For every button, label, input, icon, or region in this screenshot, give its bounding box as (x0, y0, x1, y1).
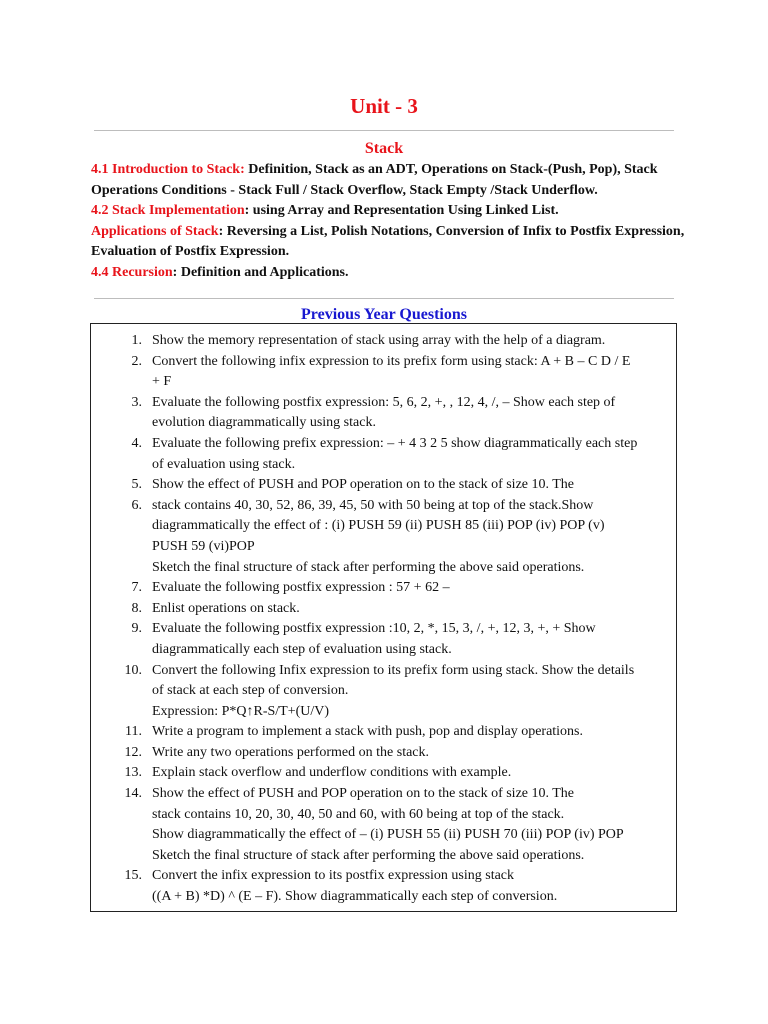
question-item (112, 475, 672, 496)
question-item (112, 496, 672, 578)
question-text-line: Convert the infix expression to its postfix expression using stack (152, 868, 515, 884)
question-item (112, 578, 672, 599)
question-item (112, 743, 672, 764)
question-number: 4. (131, 435, 142, 451)
divider-top (94, 130, 674, 131)
question-text-line: Evaluate the following postfix expression :10, 2, *, 15, 3, /, +, 12, 3, +, + Show (152, 621, 596, 637)
question-item (112, 722, 672, 743)
previous-year-questions-title: Previous Year Questions (301, 306, 467, 323)
syllabus-item (91, 201, 691, 222)
question-text (142, 866, 672, 907)
question-text-line: diagrammatically each step of evaluation using stack. (152, 641, 452, 657)
question-number: 8. (131, 600, 142, 616)
question-text-line: Sketch the final structure of stack after performing the above said operations. (152, 847, 585, 863)
question-item (112, 393, 672, 434)
question-text (142, 784, 672, 866)
question-text (142, 722, 672, 743)
question-number: 10. (124, 662, 142, 678)
question-text-line: Enlist operations on stack. (152, 600, 300, 616)
question-text-line: + F (152, 374, 172, 390)
syllabus-item (91, 160, 691, 201)
question-text-line: Show the effect of PUSH and POP operation on to the stack of size 10. The (152, 786, 575, 802)
questions-list (112, 331, 672, 908)
unit-title: Unit - 3 (350, 94, 418, 118)
question-number: 2. (131, 353, 142, 369)
question-item (112, 661, 672, 723)
question-number: 1. (131, 333, 142, 348)
question-text-line: Write a program to implement a stack with push, pop and display operations. (152, 724, 584, 740)
question-text-line: Evaluate the following postfix expression : 57 + 62 – (152, 580, 450, 596)
question-text-line: of evaluation using stack. (152, 456, 296, 472)
question-text-line: stack contains 40, 30, 52, 86, 39, 45, 50 with 50 being at top of the stack.Show (152, 497, 594, 513)
question-item (112, 434, 672, 475)
question-text (142, 661, 672, 723)
question-text-line: Show the effect of PUSH and POP operation on to the stack of size 10. The (152, 477, 575, 493)
question-item (112, 352, 672, 393)
question-text-line: Write any two operations performed on the stack. (152, 744, 430, 760)
syllabus-item-label: 4.2 Stack Implementation (91, 203, 245, 218)
question-text (142, 578, 672, 599)
question-number: 12. (124, 744, 142, 760)
divider-bottom (94, 298, 674, 299)
question-text (142, 434, 672, 475)
question-text (142, 475, 672, 496)
question-text (142, 496, 672, 578)
syllabus-item-text: Definition, Stack as an ADT, Operations on Stack-(Push, Pop), Stack Operations Conditions - Stack Full / Stack Overflow, Stack Empty /Stack Underflow. (91, 162, 658, 198)
syllabus-block (91, 160, 691, 283)
syllabus-item-label: 4.1 Introduction to Stack: (91, 162, 245, 177)
question-item (112, 763, 672, 784)
question-text-line: Show diagrammatically the effect of – (i) PUSH 55 (ii) PUSH 70 (iii) POP (iv) POP (152, 827, 624, 843)
question-text-line: Show the memory representation of stack using array with the help of a diagram. (152, 333, 606, 348)
question-number: 7. (131, 580, 142, 596)
question-item (112, 331, 672, 352)
question-text-line: evolution diagrammatically using stack. (152, 415, 376, 431)
question-text (142, 331, 672, 352)
question-text (142, 743, 672, 764)
syllabus-item-label: Applications of Stack (91, 223, 219, 239)
syllabus-item-text: : Definition and Applications. (172, 264, 349, 280)
question-number: 5. (131, 477, 142, 493)
question-text (142, 619, 672, 660)
syllabus-item (91, 263, 691, 284)
question-text (142, 352, 672, 393)
question-text-line: Evaluate the following prefix expression: – + 4 3 2 5 show diagrammatically each step (152, 435, 638, 451)
question-text-line: Explain stack overflow and underflow conditions with example. (152, 765, 512, 781)
syllabus-item-text: : Reversing a List, Polish Notations, Conversion of Infix to Postfix Expression, Evaluation of Postfix Expression. (91, 223, 685, 259)
question-text (142, 599, 672, 620)
question-text (142, 763, 672, 784)
question-text-line: stack contains 10, 20, 30, 40, 50 and 60, with 60 being at top of the stack. (152, 806, 565, 822)
syllabus-item (91, 222, 691, 263)
question-text-line: PUSH 59 (vi)POP (152, 538, 255, 554)
question-text-line: Sketch the final structure of stack after performing the above said operations. (152, 559, 585, 575)
question-number: 9. (131, 621, 142, 637)
question-text-line: of stack at each step of conversion. (152, 683, 349, 699)
question-text-line: Convert the following infix expression to its prefix form using stack: A + B – C D / E (152, 353, 631, 369)
syllabus-item-text: : using Array and Representation Using Linked List. (244, 203, 559, 218)
question-text-line: ((A + B) *D) ^ (E – F). Show diagrammatically each step of conversion. (152, 889, 558, 905)
question-text-line: diagrammatically the effect of : (i) PUSH 59 (ii) PUSH 85 (iii) POP (iv) POP (v) (152, 518, 605, 534)
section-title: Stack (364, 140, 404, 157)
syllabus-item-label: 4.4 Recursion (91, 264, 173, 280)
question-number: 15. (124, 868, 142, 884)
question-text (142, 393, 672, 434)
question-item (112, 619, 672, 660)
question-text-line: Evaluate the following postfix expression: 5, 6, 2, +, , 12, 4, /, – Show each step of (152, 394, 616, 410)
question-number: 6. (131, 497, 142, 513)
question-text-line: Expression: P*Q↑R-S/T+(U/V) (152, 703, 330, 719)
question-number: 14. (124, 786, 142, 802)
question-number: 3. (131, 394, 142, 410)
question-item (112, 784, 672, 866)
question-number: 13. (124, 765, 142, 781)
question-item (112, 866, 672, 907)
question-text-line: Convert the following Infix expression to its prefix form using stack. Show the details (152, 662, 635, 678)
question-number: 11. (125, 724, 142, 740)
question-item (112, 599, 672, 620)
